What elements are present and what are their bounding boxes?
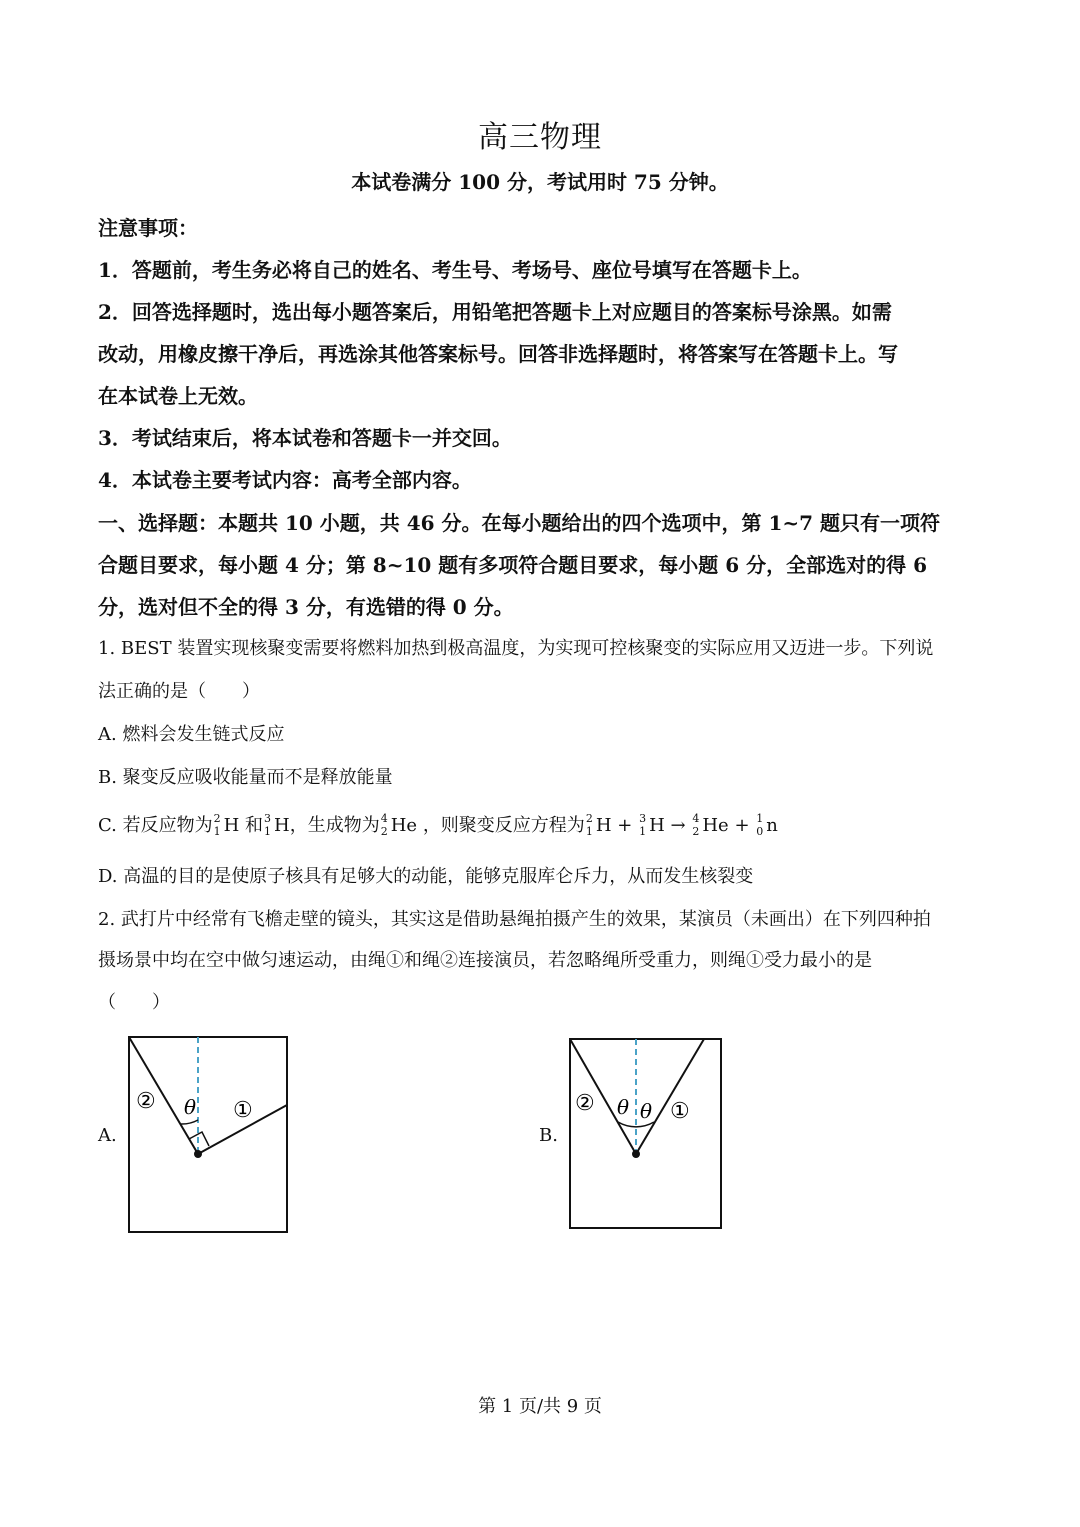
isotope-index: 4 2 [380,812,388,838]
performer-point [194,1150,202,1158]
note-line: 3．考试结束后，将本试卷和答题卡一并交回。 [98,426,512,450]
note-line: 2．回答选择题时，选出每小题答案后，用铅笔把答题卡上对应题目的答案标号涂黑。如需 [98,300,892,324]
rope-1-label: ① [233,1098,253,1123]
page-title: 高三物理 [478,120,602,155]
option-c-text: C. 若反应物为 [98,815,213,836]
figure-a-diagram [120,1030,300,1240]
theta-label: θ [184,1095,197,1119]
operator: + [617,815,633,836]
theta-label-left: θ [617,1095,630,1119]
symbol: H [649,815,665,836]
isotope-index: 4 2 [692,812,700,838]
isotope-index: 3 1 [264,812,272,838]
q1-option-a: A. 燃料会发生链式反应 [98,724,285,745]
question-2-stem: 摄场景中均在空中做匀速运动，由绳①和绳②连接演员，若忽略绳所受重力，则绳①受力最小的是 [98,950,872,971]
q1-option-b: B. 聚变反应吸收能量而不是释放能量 [98,767,393,788]
rope-2-label: ② [136,1089,156,1114]
note-line: 在本试卷上无效。 [98,384,258,408]
q1-option-d: D. 高温的目的是使原子核具有足够大的动能，能够克服库仑斥力，从而发生核裂变 [98,866,754,887]
operator: → [670,815,686,836]
exam-info: 本试卷满分 100 分，考试用时 75 分钟。 [351,170,729,194]
symbol: He [390,815,418,836]
note-line: 1．答题前，考生务必将自己的姓名、考生号、考场号、座位号填写在答题卡上。 [98,258,812,282]
q1-option-c [98,811,778,837]
isotope-index: 3 1 [639,812,647,838]
rope-1 [636,1039,704,1154]
frame [570,1039,721,1228]
option-c-text: ，则聚变反应方程为 [422,815,585,836]
question-2-stem: 2. 武打片中经常有飞檐走壁的镜头，其实这是借助悬绳拍摄产生的效果，某演员（未画出）在下列四种拍 [98,909,931,930]
option-c-text: ，生成物为 [289,815,380,836]
figure-a-label: A. [98,1125,117,1146]
rope-1-label: ① [670,1099,690,1124]
symbol: He [702,815,729,836]
operator: + [734,815,750,836]
figure-b-diagram [560,1030,730,1240]
isotope-index: 1 0 [756,812,764,838]
question-2-stem: （ ） [98,992,170,1013]
rope-2-label: ② [575,1091,595,1116]
frame [129,1037,287,1232]
page-footer: 第 1 页/共 9 页 [478,1396,602,1417]
angle-arc [180,1120,198,1124]
symbol: H [274,815,290,836]
symbol: H [223,815,240,836]
question-1-stem: 1. BEST 装置实现核聚变需要将燃料加热到极高温度，为实现可控核聚变的实际应用又迈进一步。下列说 [98,638,934,659]
symbol: H [595,815,612,836]
note-line: 改动，用橡皮擦干净后，再选涂其他答案标号。回答非选择题时，将答案写在答题卡上。写 [98,342,898,366]
section-instructions: 分，选对但不全的得 3 分，有选错的得 0 分。 [98,595,514,619]
section-instructions: 一、选择题：本题共 10 小题，共 46 分。在每小题给出的四个选项中，第 1~7 题只有一项符 [98,511,941,535]
theta-label-right: θ [640,1099,653,1123]
notes-heading: 注意事项： [98,216,198,240]
section-instructions: 合题目要求，每小题 4 分；第 8~10 题有多项符合题目要求，每小题 6 分，全部选对的得 6 [98,553,927,577]
symbol: n [766,815,778,836]
note-line: 4．本试卷主要考试内容：高考全部内容。 [98,468,472,492]
isotope-index: 2 1 [213,812,221,838]
performer-point [632,1150,640,1158]
figure-b-label: B. [539,1125,558,1146]
question-1-stem: 法正确的是（ ） [98,681,260,702]
option-c-text: 和 [245,815,264,836]
isotope-index: 2 1 [585,812,593,838]
